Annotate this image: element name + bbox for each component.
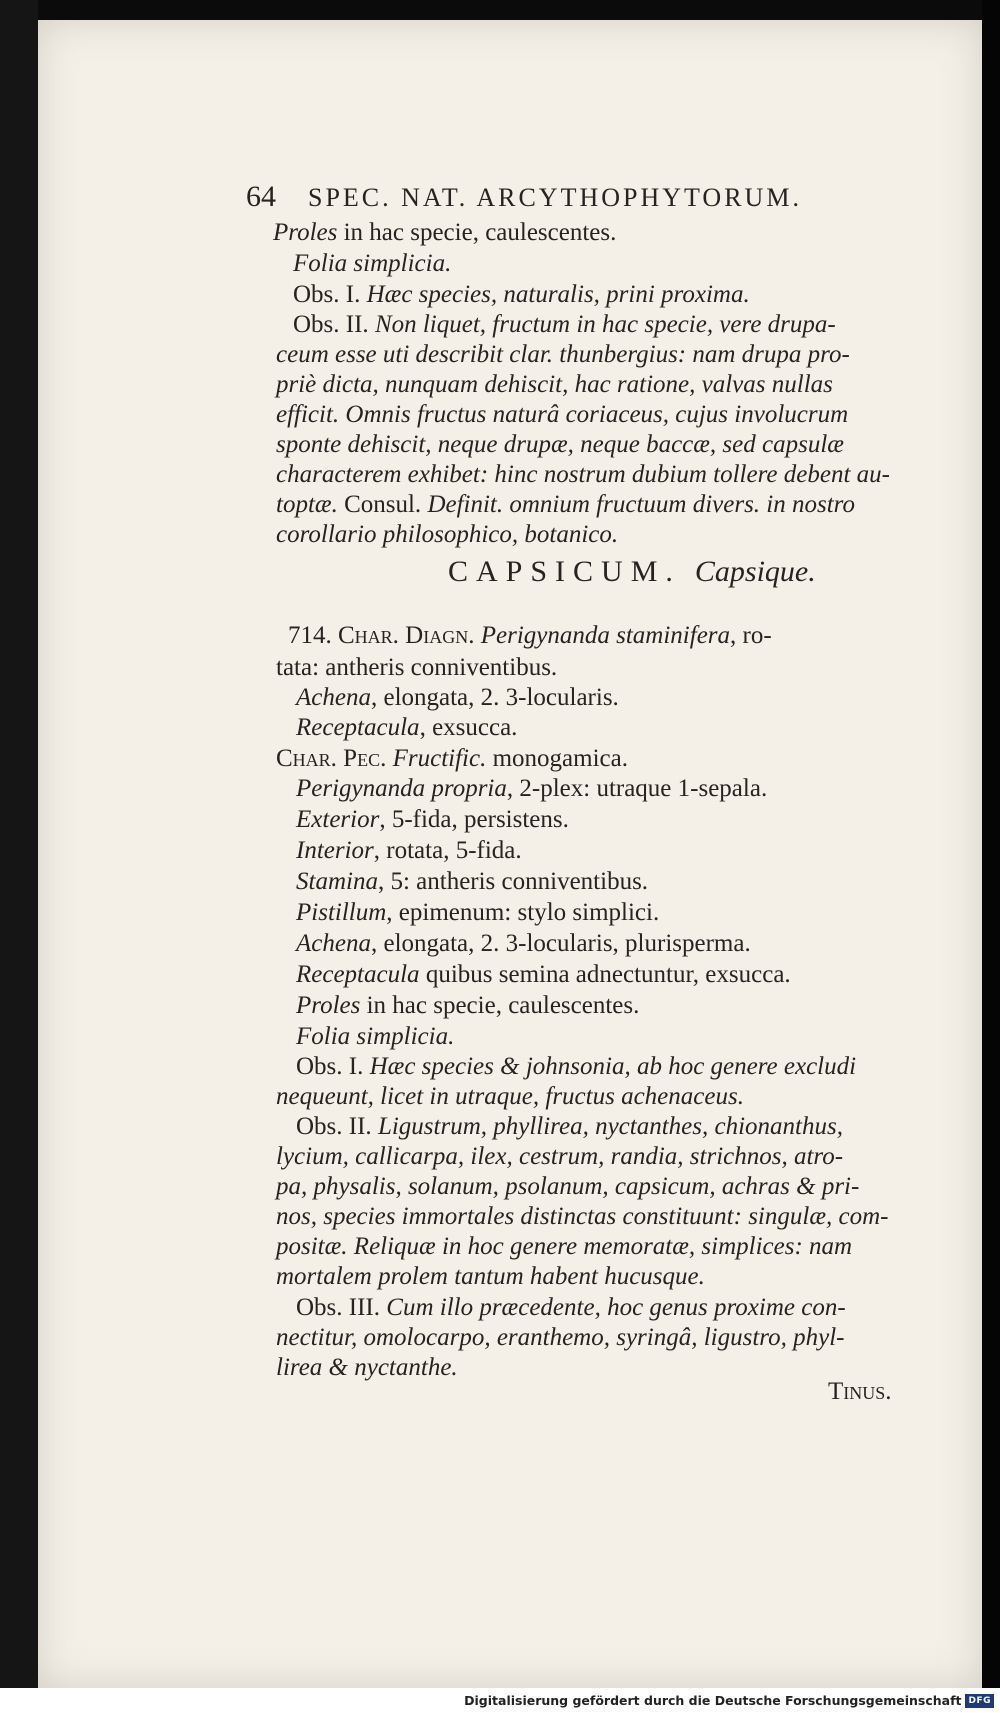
book-page [38, 20, 982, 1688]
text-line: Perigynanda propria, 2-plex: utraque 1-sepala. [296, 775, 768, 802]
text-line: nos, species immortales distinctas constituunt: singulæ, com- [276, 1203, 889, 1230]
text-line: 714. Char. Diagn. Perigynanda staminifera, ro- [288, 622, 772, 649]
text-line: Receptacula, exsucca. [296, 714, 518, 741]
text-line: Exterior, 5-fida, persistens. [296, 806, 569, 833]
text-line: sponte dehiscit, neque drupæ, neque baccæ, sed capsulæ [276, 431, 844, 458]
text-line: Receptacula quibus semina adnectuntur, exsucca. [296, 961, 791, 988]
text-line: characterem exhibet: hinc nostrum dubium tollere debent au- [276, 461, 890, 488]
text-line: efficit. Omnis fructus naturâ coriaceus, cujus involucrum [276, 401, 849, 428]
text-line: Folia simplicia. [293, 250, 452, 277]
text-line: Stamina, 5: antheris conniventibus. [296, 868, 649, 895]
text-line: lirea & nyctanthe. [276, 1354, 458, 1381]
text-line: Achena, elongata, 2. 3-locularis. [296, 684, 619, 711]
text-line: Obs. II. Ligustrum, phyllirea, nyctanthes, chionanthus, [296, 1113, 843, 1140]
page-number: 64 [246, 180, 276, 213]
text-line: tata: antheris conniventibus. [276, 654, 558, 681]
footer-bar [0, 1688, 1000, 1713]
catchword: Tinus. [828, 1378, 892, 1405]
text-line: toptæ. Consul. Definit. omnium fructuum divers. in nostro [276, 491, 855, 518]
text-line: nectitur, omolocarpo, eranthemo, syringâ, ligustro, phyl- [276, 1324, 845, 1351]
text-line: Achena, elongata, 2. 3-locularis, plurisperma. [296, 930, 751, 957]
text-line: Proles in hac specie, caulescentes. [296, 992, 640, 1019]
text-line: Char. Pec. Fructific. monogamica. [276, 745, 628, 772]
text-line: lycium, callicarpa, ilex, cestrum, randia, strichnos, atro- [276, 1143, 844, 1170]
text-line: Proles in hac specie, caulescentes. [273, 219, 617, 246]
text-line: Obs. I. Hæc species, naturalis, prini proxima. [293, 281, 750, 308]
text-line: priè dicta, nunquam dehiscit, hac ratione, valvas nullas [276, 371, 833, 398]
text-line: Obs. I. Hæc species & johnsonia, ab hoc genere excludi [296, 1053, 857, 1080]
text-line: ceum esse uti describit clar. thunbergius: nam drupa pro- [276, 341, 850, 368]
running-title: SPEC. NAT. ARCYTHOPHYTORUM. [308, 183, 802, 212]
text-line: pa, physalis, solanum, psolanum, capsicum, achras & pri- [276, 1173, 860, 1200]
text-line: Obs. III. Cum illo præcedente, hoc genus proxime con- [296, 1294, 846, 1321]
text-line: Pistillum, epimenum: stylo simplici. [296, 899, 660, 926]
footer-credit: Digitalisierung gefördert durch die Deutsche Forschungsgemeinschaft [464, 1693, 962, 1708]
running-header [246, 180, 846, 214]
genus-title: CAPSICUM. Capsique. [448, 555, 816, 588]
text-line: corollario philosophico, botanico. [276, 521, 619, 548]
dfg-logo: DFG [965, 1694, 994, 1708]
scan-border-right [982, 0, 1000, 1688]
text-line: Obs. II. Non liquet, fructum in hac specie, vere drupa- [293, 311, 836, 338]
text-line: mortalem prolem tantum habent hucusque. [276, 1263, 705, 1290]
text-line: Interior, rotata, 5-fida. [296, 837, 522, 864]
text-line: Folia simplicia. [296, 1023, 455, 1050]
scan-border-left [0, 0, 38, 1688]
text-line: nequeunt, licet in utraque, fructus achenaceus. [276, 1083, 744, 1110]
text-line: positæ. Reliquæ in hoc genere memoratæ, simplices: nam [276, 1233, 853, 1260]
